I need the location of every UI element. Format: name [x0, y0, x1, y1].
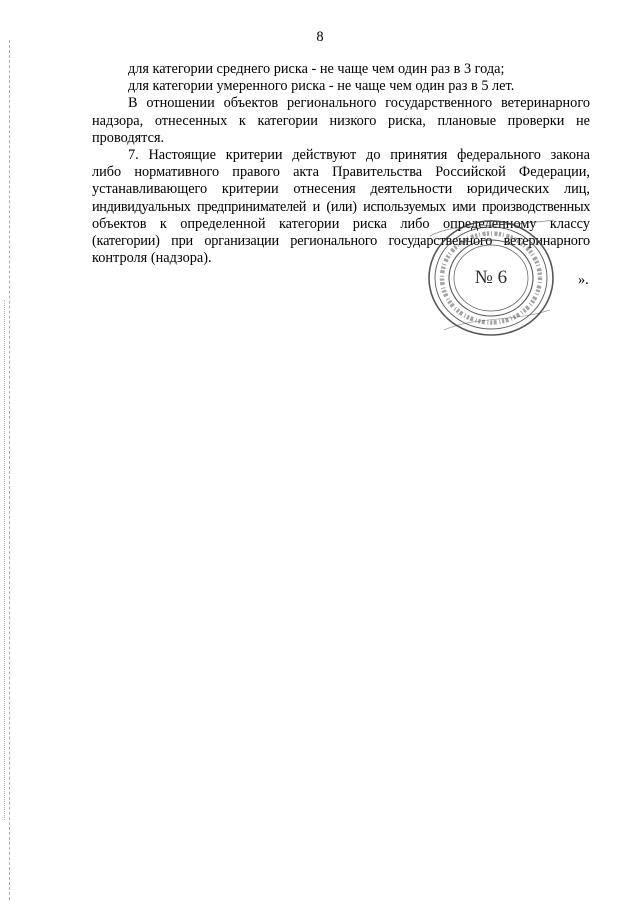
- paragraph-line: проводятся.: [92, 129, 165, 146]
- list-item: для категории умеренного риска - не чаще чем один раз в 5 лет.: [128, 78, 515, 95]
- page-number: 8: [316, 29, 324, 45]
- binding-edge: [9, 40, 12, 900]
- paragraph-line: объектов к определенной категории риска либо определенному классу: [92, 215, 590, 232]
- paragraph-line: (категории) при организации регионального государственного ветеринарного: [92, 233, 590, 250]
- paragraph-line: надзора, отнесенных к категории низкого риска, плановые проверки не: [92, 112, 590, 129]
- binding-edge-secondary: [4, 300, 6, 820]
- list-item: для категории среднего риска - не чаще чем один раз в 3 года;: [128, 61, 505, 77]
- closing-quote: ».: [578, 272, 589, 288]
- seal-number: № 6: [474, 267, 508, 288]
- paragraph-line: 7. Настоящие критерии действуют до принятия федерального закона: [128, 147, 590, 164]
- paragraph-line: В отношении объектов регионального государственного ветеринарного: [128, 95, 590, 112]
- paragraph-line: либо нормативного правого акта Правительства Российской Федерации,: [92, 164, 590, 181]
- paragraph-line: индивидуальных предпринимателей и (или) используемых ими производственных: [92, 198, 590, 215]
- paragraph-line: устанавливающего критерии отнесения деятельности юридических лиц,: [92, 181, 590, 198]
- paragraph-line: контроля (надзора).: [92, 250, 212, 267]
- official-seal-stamp: [426, 218, 556, 338]
